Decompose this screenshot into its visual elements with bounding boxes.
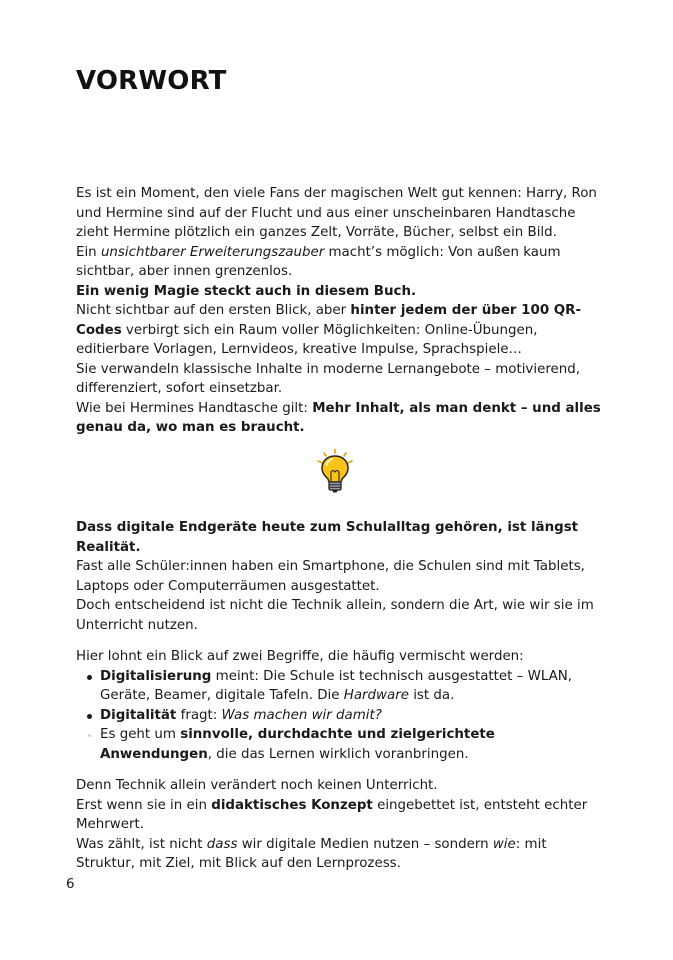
intro-highlight: Ein wenig Magie steckt auch in diesem Buch. (76, 283, 417, 299)
intro-section (76, 184, 606, 438)
section-paragraph: Denn Technik allein verändert noch keinen Unterricht. (76, 778, 438, 793)
intro-paragraph: Nicht sichtbar auf den ersten Blick, aber hinter jedem der über 100 QR-Codes verbirgt sich ein Raum voller Möglichkeiten: Online-Übungen, editierbare Vorlagen, Lernvideos, kreative Impulse, Sprachspiele… (76, 303, 582, 357)
intro-paragraph: Es ist ein Moment, den viele Fans der magischen Welt gut kennen: Harry, Ron und Hermine sind auf der Flucht und aus einer unscheinbaren Handtasche zieht Hermine plötzlich ein ganzes Zelt, Vorräte, Bücher, selbst ein Bild. (76, 186, 597, 240)
section-paragraph: Erst wenn sie in ein didaktisches Konzept eingebettet ist, entsteht echter Mehrwert. (76, 797, 588, 832)
page-title: VORWORT (76, 66, 227, 96)
intro-paragraph: Wie bei Hermines Handtasche gilt: Mehr Inhalt, als man denkt – und alles genau da, wo man es braucht. (76, 400, 601, 435)
list-item: Digitalität fragt: Was machen wir damit? (76, 706, 606, 726)
list-item: Digitalisierung meint: Die Schule ist technisch ausgestattet – WLAN, Geräte, Beamer, digitale Tafeln. Die Hardware ist da. (76, 667, 606, 706)
terms-intro: Hier lohnt ein Blick auf zwei Begriffe, die häufig vermischt werden: (76, 649, 524, 664)
list-item: Es geht um sinnvolle, durchdachte und zielgerichtete Anwendungen, die das Lernen wirklich voranbringen. (76, 725, 606, 764)
section-paragraph: Was zählt, ist nicht dass wir digitale Medien nutzen – sondern wie: mit Struktur, mit Ziel, mit Blick auf den Lernprozess. (76, 836, 547, 871)
section-paragraph: Fast alle Schüler:innen haben ein Smartphone, die Schulen sind mit Tablets, Laptops oder Computerräumen ausgestattet. (76, 559, 585, 594)
section-lead: Dass digitale Endgeräte heute zum Schulalltag gehören, ist längst Realität. (76, 520, 579, 555)
digital-section (76, 518, 606, 874)
section-paragraph: Doch entscheidend ist nicht die Technik allein, sondern die Art, wie wir sie im Unterricht nutzen. (76, 598, 594, 633)
page-number: 6 (66, 877, 75, 892)
lightbulb-icon (315, 448, 355, 494)
terms-list (76, 667, 606, 765)
intro-paragraph: Sie verwandeln klassische Inhalte in moderne Lernangebote – motivierend, differenziert, sofort einsetzbar. (76, 361, 581, 396)
intro-paragraph: Ein unsichtbarer Erweiterungszauber macht’s möglich: Von außen kaum sichtbar, aber innen grenzenlos. (76, 244, 561, 279)
